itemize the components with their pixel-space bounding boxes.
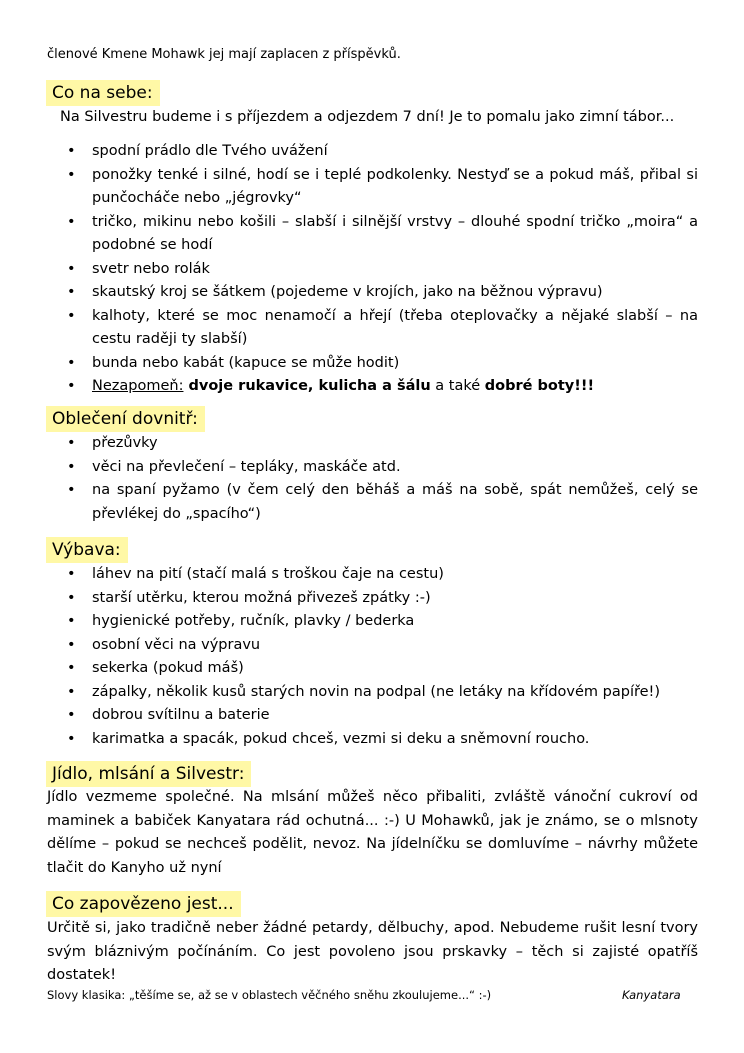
equipment-list <box>47 563 698 751</box>
indoor-clothing-list <box>47 432 698 526</box>
bullet-icon: • <box>67 683 76 700</box>
list-item: • starší utěrku, kterou možná přivezeš zpátky :-) <box>47 587 698 611</box>
list-item: • na spaní pyžamo (v čem celý den běháš a máš na sobě, spát nemůžeš, celý se převlékej do „spacího“) <box>47 479 698 526</box>
bullet-icon: • <box>67 707 76 723</box>
heading-obleceni-dovnitr: Oblečení dovnitř: <box>46 406 205 432</box>
list-item: • zápalky, několik kusů starých novin na podpal (ne letáky na křídovém papíře!) <box>47 681 698 705</box>
signature: Kanyatara <box>622 988 681 1002</box>
bullet-icon: • <box>67 354 76 371</box>
bullet-icon: • <box>67 166 76 183</box>
bullet-icon: • <box>67 482 76 498</box>
forbidden-paragraph: Určitě si, jako tradičně neber žádné petardy, dělbuchy, apod. Nebudeme rušit lesní tvory svým bláznivým počínáním. Co jest povoleno jsou prskavky – těch si zajisté opatříš dostatek! <box>47 920 698 983</box>
list-item: • dobrou svítilnu a baterie <box>47 704 698 728</box>
bullet-icon: • <box>67 636 76 653</box>
bullet-icon: • <box>67 566 76 582</box>
list-item: • bunda nebo kabát (kapuce se může hodit) <box>47 352 698 376</box>
footer-quote: Slovy klasika: „těšíme se, až se v oblastech věčného sněhu zkoulujeme...“ :-) <box>47 988 492 1002</box>
list-item: • kalhoty, které se moc nenamočí a hřejí (třeba oteplovačky a nějaké slabší – na cestu raději ty slabší) <box>47 305 698 352</box>
clothing-list <box>47 140 698 399</box>
list-item: • karimatka a spacák, pokud chceš, vezmi si deku a sněmovní roucho. <box>47 728 698 752</box>
list-item: • hygienické potřeby, ručník, plavky / bederka <box>47 610 698 634</box>
list-item: • láhev na pití (stačí malá s troškou čaje na cestu) <box>47 563 698 587</box>
bullet-icon: • <box>67 284 76 300</box>
bullet-icon: • <box>67 307 76 324</box>
bullet-icon: • <box>67 213 76 230</box>
list-item: • skautský kroj se šátkem (pojedeme v krojích, jako na běžnou výpravu) <box>47 281 698 305</box>
bullet-icon: • <box>67 435 76 451</box>
food-paragraph: Jídlo vezmeme společné. Na mlsání můžeš něco přibaliti, zvláště vánoční cukroví od maminek a babiček Kanyatara rád ochutná... :-) U Mohawků, jak je známo, se o mlsnoty dělíme – pokud se nechceš podělit, nevoz. Na jídelníčku se domluvíme – návrhy můžete tlačit do Kanyho už nyní <box>47 789 698 876</box>
list-item: • svetr nebo rolák <box>47 258 698 282</box>
list-item: • přezůvky <box>47 432 698 456</box>
list-item: • ponožky tenké i silné, hodí se i teplé podkolenky. Nestyď se a pokud máš, přibal si punčocháče nebo „jégrovky“ <box>47 164 698 211</box>
heading-jidlo: Jídlo, mlsání a Silvestr: <box>46 761 251 787</box>
bullet-icon: • <box>67 143 76 159</box>
list-item: • tričko, mikinu nebo košili – slabší i silnější vrstvy – dlouhé spodní tričko „moira“ a podobné se hodí <box>47 211 698 258</box>
bullet-icon: • <box>67 589 76 606</box>
bullet-icon: • <box>67 660 76 676</box>
reminder-label: Nezapomeň: <box>92 378 184 394</box>
bullet-icon: • <box>67 458 76 475</box>
silvestr-note: Na Silvestru budeme i s příjezdem a odjezdem 7 dní! Je to pomalu jako zimní tábor... <box>60 109 675 125</box>
heading-zapovezeno: Co zapovězeno jest... <box>46 891 241 917</box>
bullet-icon: • <box>67 378 76 394</box>
bullet-icon: • <box>67 730 76 747</box>
list-item: • sekerka (pokud máš) <box>47 657 698 681</box>
list-item: • spodní prádlo dle Tvého uvážení <box>47 140 698 164</box>
reminder-item: • Nezapomeň: dvoje rukavice, kulicha a šálu a také dobré boty!!! <box>47 375 698 399</box>
heading-vybava: Výbava: <box>46 537 128 563</box>
list-item: • věci na převlečení – tepláky, maskáče atd. <box>47 456 698 480</box>
list-item: • osobní věci na výpravu <box>47 634 698 658</box>
intro-text: členové Kmene Mohawk jej mají zaplacen z příspěvků. <box>47 47 401 62</box>
bullet-icon: • <box>67 260 76 277</box>
bullet-icon: • <box>67 613 76 629</box>
heading-co-na-sebe: Co na sebe: <box>46 80 160 106</box>
